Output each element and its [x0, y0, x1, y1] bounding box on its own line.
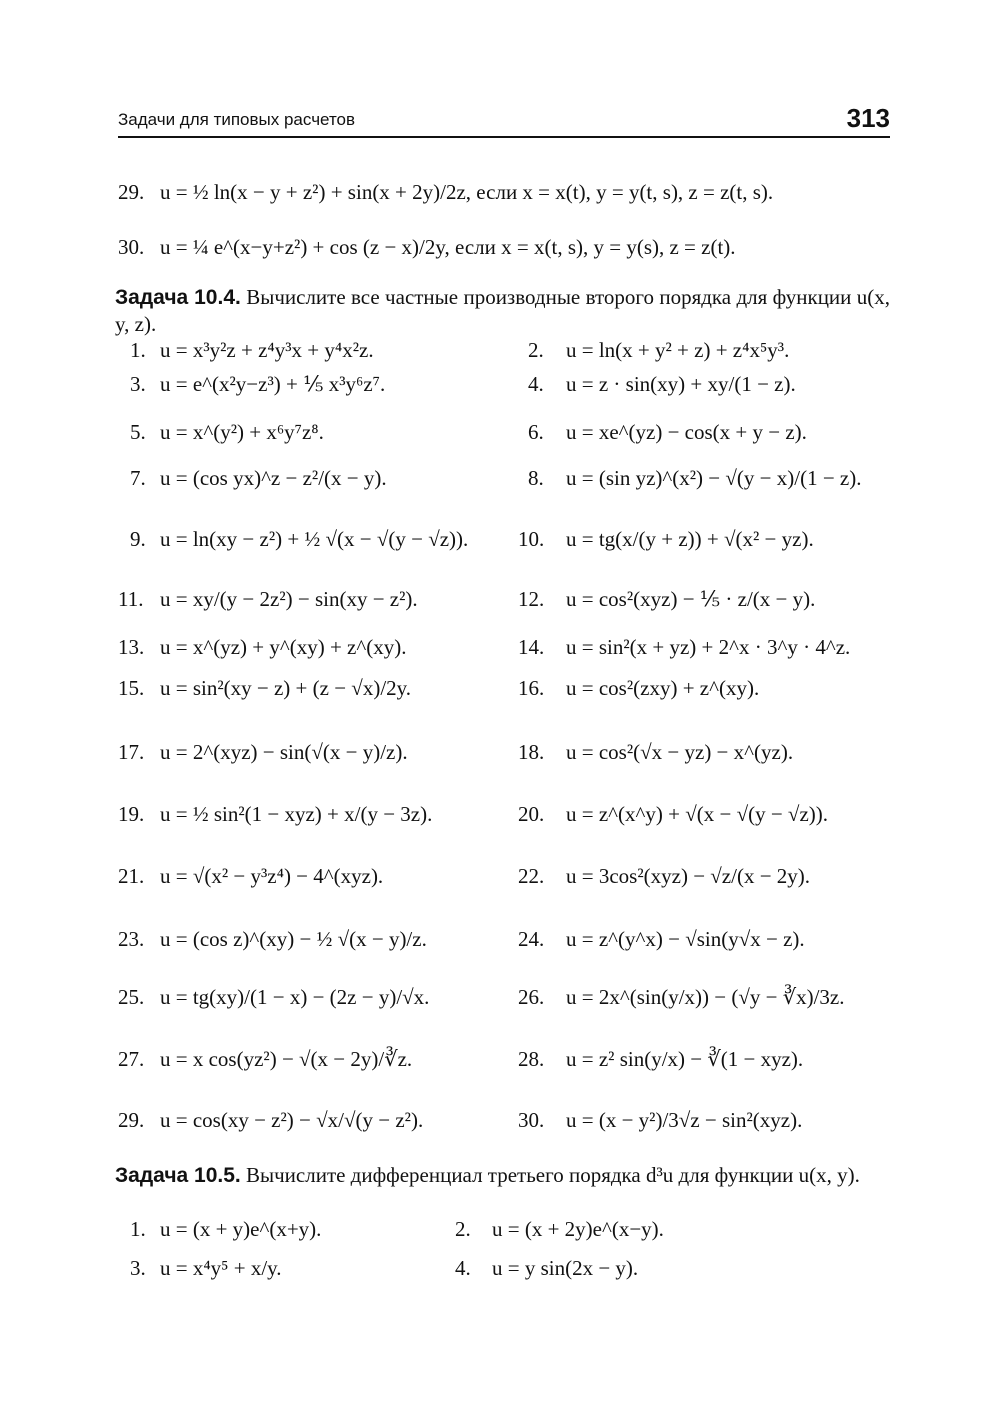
- formula: u = x^(y²) + x⁶y⁷z⁸.: [160, 420, 324, 444]
- item-number: 29.: [118, 180, 145, 204]
- item-number: 8.: [528, 466, 544, 490]
- item-number: 9.: [130, 527, 146, 551]
- item-number: 20.: [518, 802, 545, 826]
- formula: u = z^(y^x) − √sin(y√x − z).: [566, 927, 805, 951]
- item-number: 2.: [455, 1217, 471, 1241]
- formula: u = ½ ln(x − y + z²) + sin(x + 2y)/2z, если x = x(t), y = y(t, s), z = z(t, s).: [160, 180, 774, 204]
- task-10-5-statement: [115, 1162, 890, 1189]
- item-number: 18.: [518, 740, 545, 764]
- item-number: 14.: [518, 635, 545, 659]
- formula: u = 2x^(sin(y/x)) − (√y − ∛x)/3z.: [566, 985, 845, 1009]
- item-number: 16.: [518, 676, 545, 700]
- formula: u = cos²(xyz) − ⅕ · z/(x − y).: [566, 587, 816, 611]
- formula: u = cos²(zxy) + z^(xy).: [566, 676, 760, 700]
- item-number: 26.: [518, 985, 545, 1009]
- item-number: 24.: [518, 927, 545, 951]
- task-text: Вычислите дифференциал третьего порядка d³u для функции u(x, y).: [245, 1163, 860, 1187]
- task-10-4-statement: [115, 284, 890, 337]
- item-number: 1.: [130, 338, 146, 362]
- item-number: 17.: [118, 740, 145, 764]
- formula: u = x cos(yz²) − √(x − 2y)/∛z.: [160, 1047, 413, 1071]
- item-number: 27.: [118, 1047, 145, 1071]
- formula: u = sin²(x + yz) + 2^x · 3^y · 4^z.: [566, 635, 851, 659]
- formula: u = xe^(yz) − cos(x + y − z).: [566, 420, 807, 444]
- item-number: 3.: [130, 372, 146, 396]
- formula: u = z² sin(y/x) − ∛(1 − xyz).: [566, 1047, 804, 1071]
- formula: u = tg(xy)/(1 − x) − (2z − y)/√x.: [160, 985, 430, 1009]
- item-number: 13.: [118, 635, 145, 659]
- formula: u = x^(yz) + y^(xy) + z^(xy).: [160, 635, 407, 659]
- item-number: 19.: [118, 802, 145, 826]
- formula: u = z^(x^y) + √(x − √(y − √z)).: [566, 802, 829, 826]
- formula: u = y sin(2x − y).: [492, 1256, 639, 1280]
- item-number: 30.: [118, 235, 145, 259]
- formula: u = e^(x²y−z³) + ⅕ x³y⁶z⁷.: [160, 372, 386, 396]
- task-label: Задача 10.4.: [115, 286, 241, 309]
- formula: u = (x + 2y)e^(x−y).: [492, 1217, 664, 1241]
- item-number: 15.: [118, 676, 145, 700]
- formula: u = (x − y²)/3√z − sin²(xyz).: [566, 1108, 803, 1132]
- item-number: 6.: [528, 420, 544, 444]
- item-number: 5.: [130, 420, 146, 444]
- item-number: 10.: [518, 527, 545, 551]
- formula: u = z · sin(xy) + xy/(1 − z).: [566, 372, 796, 396]
- item-number: 1.: [130, 1217, 146, 1241]
- formula: u = (cos z)^(xy) − ½ √(x − y)/z.: [160, 927, 427, 951]
- formula: u = (x + y)e^(x+y).: [160, 1217, 322, 1241]
- formula: u = ½ sin²(1 − xyz) + x/(y − 3z).: [160, 802, 433, 826]
- task-text: Вычислите все частные производные второго порядка для функции u(x, y, z).: [115, 285, 891, 336]
- item-number: 22.: [518, 864, 545, 888]
- item-number: 23.: [118, 927, 145, 951]
- formula: u = 2^(xyz) − sin(√(x − y)/z).: [160, 740, 408, 764]
- formula: u = tg(x/(y + z)) + √(x² − yz).: [566, 527, 814, 551]
- formula: u = cos²(√x − yz) − x^(yz).: [566, 740, 794, 764]
- formula: u = xy/(y − 2z²) − sin(xy − z²).: [160, 587, 418, 611]
- running-title: Задачи для типовых расчетов: [118, 110, 356, 129]
- formula: u = (sin yz)^(x²) − √(y − x)/(1 − z).: [566, 466, 862, 490]
- formula: u = (cos yx)^z − z²/(x − y).: [160, 466, 387, 490]
- formula: u = 3cos²(xyz) − √z/(x − 2y).: [566, 864, 811, 888]
- item-number: 4.: [455, 1256, 471, 1280]
- formula: u = x³y²z + z⁴y³x + y⁴x²z.: [160, 338, 374, 362]
- item-number: 2.: [528, 338, 544, 362]
- item-number: 28.: [518, 1047, 545, 1071]
- formula: u = x⁴y⁵ + x/y.: [160, 1256, 282, 1280]
- formula: u = ln(x + y² + z) + z⁴x⁵y³.: [566, 338, 790, 362]
- item-number: 30.: [518, 1108, 545, 1132]
- task-label: Задача 10.5.: [115, 1164, 241, 1187]
- item-number: 4.: [528, 372, 544, 396]
- item-number: 21.: [118, 864, 145, 888]
- item-number: 7.: [130, 466, 146, 490]
- formula: u = √(x² − y³z⁴) − 4^(xyz).: [160, 864, 384, 888]
- formula: u = ¼ e^(x−y+z²) + cos (z − x)/2y, если x = x(t, s), y = y(s), z = z(t).: [160, 235, 736, 259]
- item-number: 25.: [118, 985, 145, 1009]
- item-number: 11.: [118, 587, 144, 611]
- page-header: [118, 100, 890, 138]
- formula: u = ln(xy − z²) + ½ √(x − √(y − √z)).: [160, 527, 469, 551]
- page-number: 313: [846, 103, 890, 133]
- item-number: 29.: [118, 1108, 145, 1132]
- formula: u = cos(xy − z²) − √x/√(y − z²).: [160, 1108, 424, 1132]
- item-number: 12.: [518, 587, 545, 611]
- item-number: 3.: [130, 1256, 146, 1280]
- formula: u = sin²(xy − z) + (z − √x)/2y.: [160, 676, 412, 700]
